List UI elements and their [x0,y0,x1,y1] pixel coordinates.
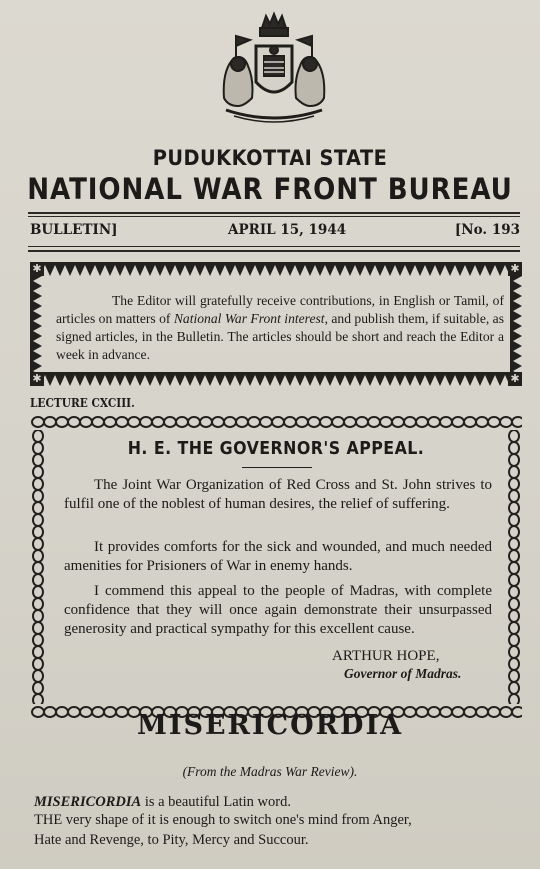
bureau-name-heading: NATIONAL WAR FRONT BUREAU [27,172,513,206]
appeal-title-rule [242,467,312,468]
lecture-number: LECTURE CXCIII. [30,396,135,410]
star-ornament-icon: ✱ [508,262,522,276]
chain-border-left [30,430,46,704]
appeal-paragraph: I commend this appeal to the people of Madras, with complete confidence that they will once again demonstrate their unsurpassed generosity and practical sympathy for this excellent cause. [64,583,492,637]
bulletin-info-row [30,222,520,242]
signature-name: ARTHUR HOPE, [332,648,440,664]
appeal-paragraph: The Joint War Organization of Red Cross and St. John strives to fulfil one of the noblest of human desires, the relief of suffering. [64,477,492,512]
editor-notice-box [30,262,522,386]
chain-border-top [30,414,522,430]
star-ornament-icon: ✱ [30,262,44,276]
editor-notice-text [56,292,504,364]
bulletin-rule-thin [28,246,520,247]
notice-text-part1: The Editor will gratefully receive contributions, in English or Tamil, of articles on matters of [56,293,504,326]
zigzag-border-top [30,262,522,276]
article-source: (From the Madras War Review). [182,764,358,779]
article-title: MISERICORDIA [136,710,404,741]
zigzag-border-right [510,276,522,372]
governor-appeal-box [30,414,522,720]
appeal-paragraph: It provides comforts for the sick and wounded, and much needed amenities for Prisioners of War in enemy hands. [64,539,492,574]
header-rule-top [28,212,520,214]
notice-text-part2: , and publish them, if suitable, as signed articles, in the Bulletin. The articles should be short and reach the Editor a week in advance. [56,311,504,362]
state-crest-emblem [214,10,334,128]
star-ornament-icon: ✱ [508,372,522,386]
bulletin-date: APRIL 15, 1944 [228,222,347,238]
bulletin-number: [No. 193 [454,222,520,238]
zigzag-border-left [30,276,42,372]
article-line1-italic: MISERICORDIA [34,794,142,810]
article-line: Hate and Revenge, to Pity, Mercy and Succour. [34,832,309,848]
article-line1-rest: is a beautiful Latin word. [141,794,291,810]
star-ornament-icon: ✱ [30,372,44,386]
notice-emphasis: National War Front interest [173,311,325,326]
article-line: THE very shape of it is enough to switch one's mind from Anger, [34,812,412,828]
bulletin-rule-bottom [28,250,520,252]
chain-border-right [506,430,522,704]
article-line [34,794,524,811]
bulletin-label: BULLETIN] [30,222,118,238]
appeal-title: H. E. THE GOVERNOR'S APPEAL. [127,438,425,459]
state-name-heading: PUDUKKOTTAI STATE [152,146,388,170]
signature-title: Governor of Madras. [344,666,462,681]
zigzag-border-bottom [30,372,522,386]
header-rule-top-thin [28,216,520,217]
